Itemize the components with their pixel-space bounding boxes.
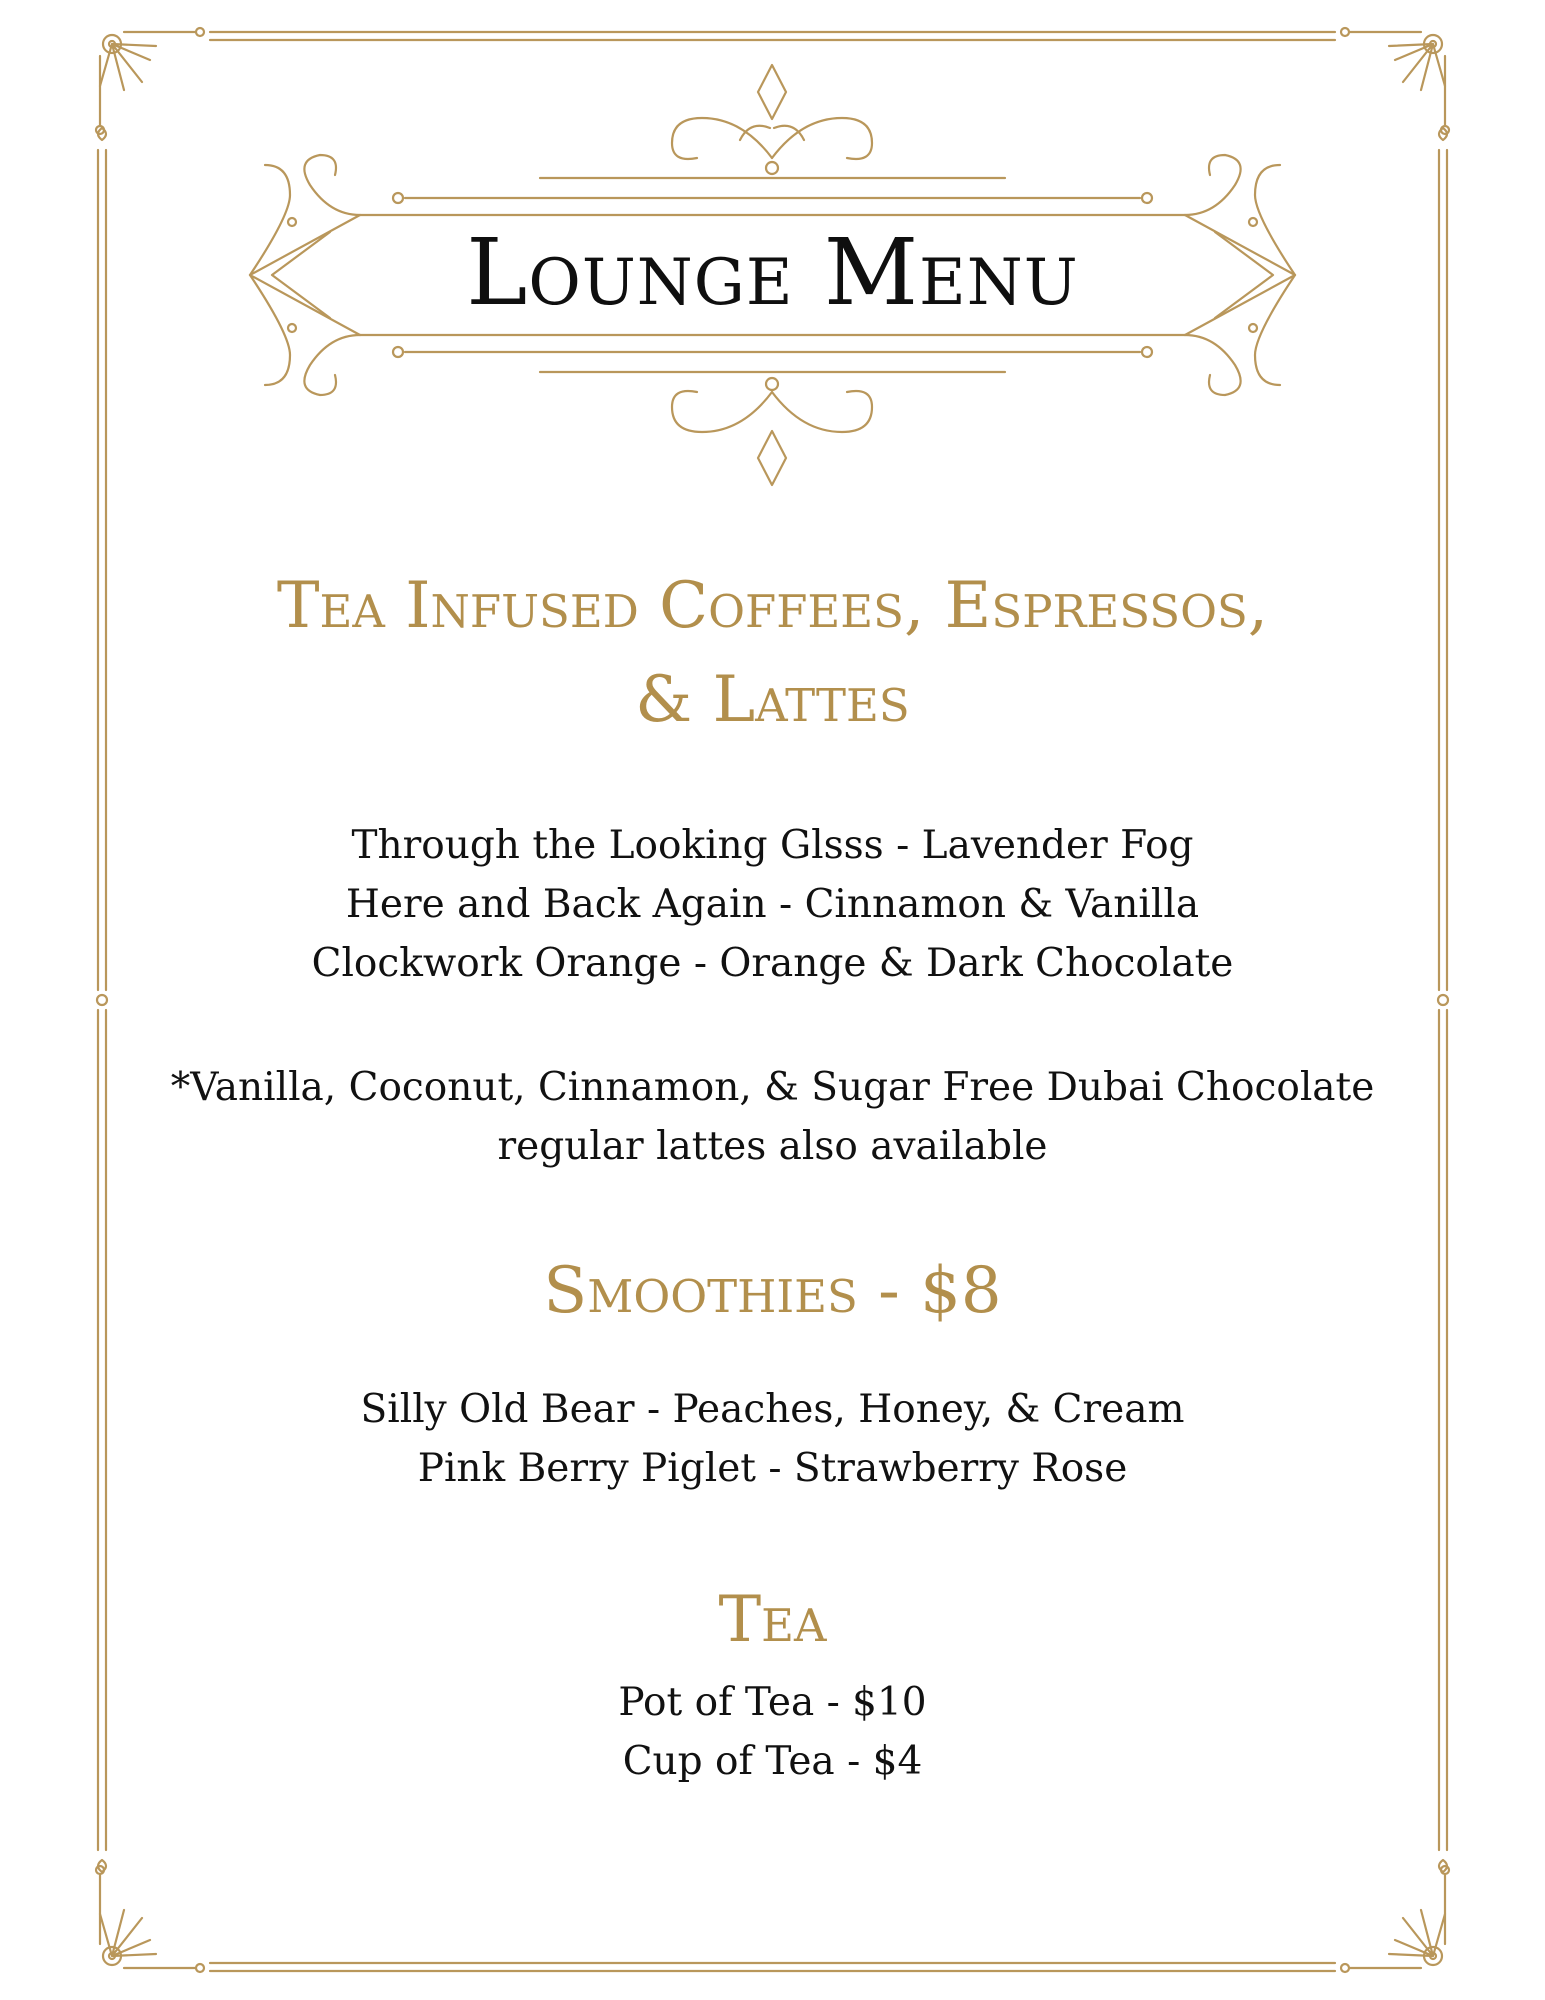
coffee-items-list: [0, 816, 1545, 993]
list-item: Through the Looking Glsss - Lavender Fog: [351, 823, 1194, 868]
tea-items-list: [0, 1673, 1545, 1791]
list-item: Cup of Tea - $4: [622, 1739, 923, 1784]
list-item: Silly Old Bear - Peaches, Honey, & Cream: [360, 1387, 1185, 1432]
list-item: Pot of Tea - $10: [618, 1680, 927, 1725]
list-item: Pink Berry Piglet - Strawberry Rose: [417, 1446, 1128, 1491]
sunburst-corner-icon: [1341, 28, 1449, 134]
sunburst-corner-icon: [96, 28, 204, 134]
section-heading-smoothies: Smoothies - $8: [543, 1254, 1002, 1328]
note-line: *Vanilla, Coconut, Cinnamon, & Sugar Free Dubai Chocolate: [170, 1065, 1375, 1110]
list-item: Clockwork Orange - Orange & Dark Chocolate: [311, 941, 1234, 986]
section-heading-coffees-line2: & Lattes: [635, 663, 910, 737]
section-heading-tea: Tea: [718, 1583, 827, 1657]
smoothie-items-list: [0, 1380, 1545, 1498]
section-heading-coffees-line1: Tea Infused Coffees, Espressos,: [276, 569, 1269, 643]
menu-title: Lounge Menu: [466, 219, 1079, 326]
list-item: Here and Back Again - Cinnamon & Vanilla: [345, 882, 1200, 927]
note-line: regular lattes also available: [497, 1124, 1048, 1169]
sunburst-corner-icon: [96, 1866, 204, 1972]
sunburst-corner-icon: [1341, 1866, 1449, 1972]
latte-note: [0, 1058, 1545, 1176]
